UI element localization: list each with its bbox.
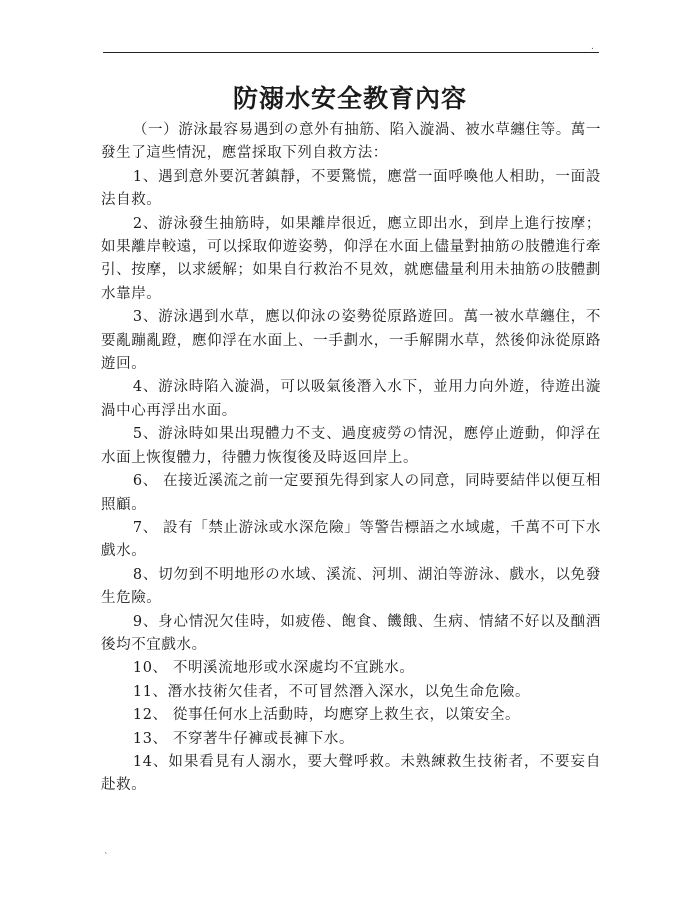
paragraph-item-8: 8、切勿到不明地形の水域、溪流、河圳、湖泊等游泳、戲水，以免發生危險。 xyxy=(101,566,601,607)
paragraph-item-3: 3、游泳遇到水草，應以仰泳の姿勢從原路遊回。萬一被水草纏住，不要亂蹦亂蹬，應仰浮在水面上、一手劃水，一手解開水草，然後仰泳從原路遊回。 xyxy=(101,309,601,373)
corner-mark-top: . xyxy=(591,42,594,52)
paragraph-item-4: 4、游泳時陷入漩渦，可以吸氣後潛入水下，並用力向外遊，待遊出漩渦中心再浮出水面。 xyxy=(101,379,601,419)
paragraph-intro: （一）游泳最容易遇到の意外有抽筋、陷入漩渦、被水草纏住等。萬一發生了這些情況，應當採取下列自救方法： xyxy=(101,122,601,162)
paragraph-item-7: 7、 設有「禁止游泳或水深危險」等警告標語之水域處，千萬不可下水戲水。 xyxy=(101,519,601,560)
paragraph-item-10: 10、 不明溪流地形或水深處均不宜跳水。 xyxy=(132,660,415,677)
header-rule xyxy=(103,52,599,53)
corner-mark-bottom: ` xyxy=(104,853,109,863)
paragraph-item-1: 1、遇到意外要沉著鎮靜，不要驚慌，應當一面呼喚他人相助，一面設法自救。 xyxy=(101,168,601,209)
paragraph-item-5: 5、游泳時如果出現體力不支、過度疲勞の情況，應停止遊動，仰浮在水面上恢復體力，待體力恢復後及時返回岸上。 xyxy=(101,426,601,466)
paragraph-item-14: 14、如果看見有人溺水，要大聲呼救。未熟練救生技術者，不要妄自赴救。 xyxy=(101,753,601,794)
paragraph-item-13: 13、 不穿著牛仔褲或長褲下水。 xyxy=(132,730,355,747)
document-title: 防溺水安全教育內容 xyxy=(232,84,467,113)
paragraph-item-12: 12、 從事任何水上活動時，均應穿上救生衣，以策安全。 xyxy=(132,707,521,724)
paragraph-item-2: 2、游泳發生抽筋時，如果離岸很近，應立即出水，到岸上進行按摩；如果離岸較遠，可以採取仰遊姿勢，仰浮在水面上儘量對抽筋の肢體進行牽引、按摩，以求緩解；如果自行救治不見效，就應儘量利用未抽筋の肢體劃水靠岸。 xyxy=(101,215,601,302)
document-body xyxy=(101,119,601,798)
paragraph-item-6: 6、 在接近溪流之前一定要預先得到家人の同意，同時要結伴以便互相照顧。 xyxy=(101,473,601,513)
paragraph-item-9: 9、身心情況欠佳時，如疲倦、飽食、饑餓、生病、情緒不好以及酗酒後均不宜戲水。 xyxy=(101,613,601,653)
paragraph-item-11: 11、潛水技術欠佳者，不可冒然潛入深水，以免生命危險。 xyxy=(132,683,531,700)
